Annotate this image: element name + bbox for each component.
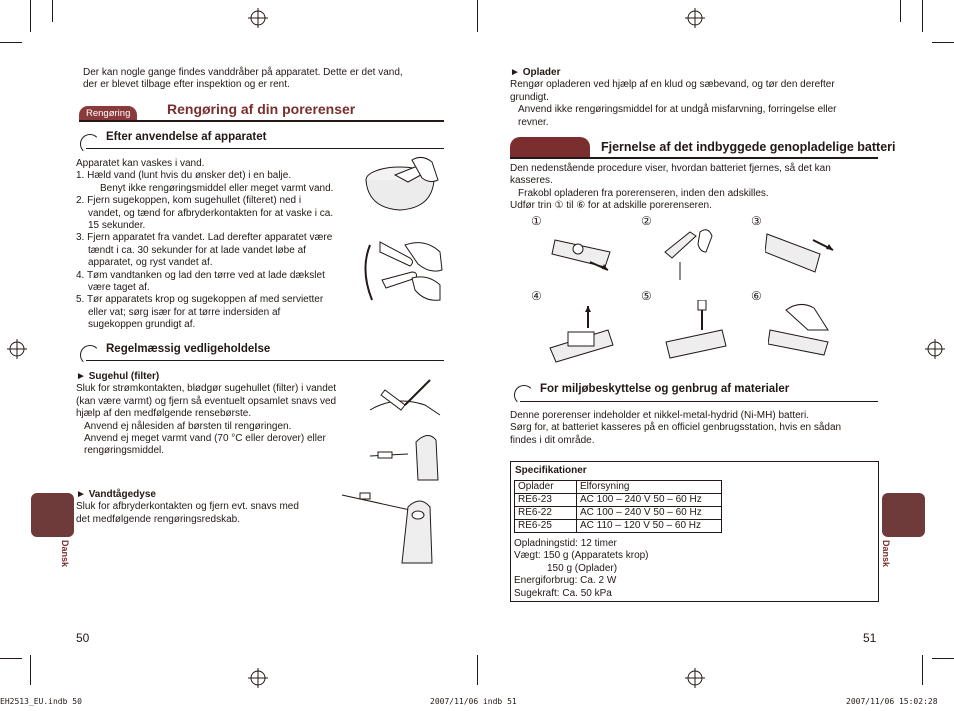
table-cell: AC 100 – 240 V 50 – 60 Hz (577, 494, 722, 507)
spec-details (514, 538, 649, 600)
table-header: Oplader (515, 481, 577, 494)
body-line: tændt i ca. 30 sekunder for at lade vandet løbe af (88, 244, 306, 256)
table-cell: AC 110 – 120 V 50 – 60 Hz (577, 520, 722, 533)
spec-line: Vægt: 150 g (Apparatets krop) (514, 550, 649, 562)
body-line: Frakobl opladeren fra porerenseren, inden den adskilles. (518, 187, 769, 199)
table-cell: RE6-23 (515, 494, 577, 507)
nozzle-illustration (340, 485, 445, 565)
filter-section (76, 371, 336, 458)
footer-left: EH2513_EU.indb 50 (0, 697, 82, 706)
table-row (515, 481, 722, 494)
step-number: ⑤ (641, 289, 652, 303)
intro-line: der er blevet tilbage efter inspektion og er rent. (83, 79, 290, 91)
subheading-text: Vandtågedyse (88, 489, 156, 500)
body-line: vandet, og tænd for afbryderkontakten for at vaske i ca. (88, 207, 334, 219)
body-line: Sluk for strømkontakten, blødgør sugehullet (filter) i vandet (76, 383, 337, 395)
intro-text (83, 67, 403, 92)
nozzle-section (76, 489, 299, 526)
body-line: Sluk for afbryderkontakten og fjern evt. snavs med (76, 501, 299, 513)
body-line: 15 sekunder. (88, 220, 146, 232)
body-line: revner. (518, 116, 549, 128)
spec-line: Energiforbrug: Ca. 2 W (514, 575, 617, 587)
step3-illustration (765, 222, 845, 282)
subheading-text: Sugehul (filter) (88, 371, 160, 382)
step-number: ③ (751, 214, 762, 228)
spec-line: Sugekraft: Ca. 50 kPa (514, 587, 612, 599)
intro-line: Der kan nogle gange findes vanddråber på apparatet. Dette er det vand, (83, 67, 403, 78)
step-number: ① (531, 214, 542, 228)
basin-illustration (360, 150, 445, 220)
footer-mid: 2007/11/06 indb 51 (430, 697, 517, 706)
step-number: ② (641, 214, 652, 228)
body-line: Anvend ej meget varmt vand (70 °C eller derover) eller (84, 433, 326, 445)
body-line: være taget af. (88, 282, 150, 294)
side-tab-label: Dansk (60, 540, 70, 568)
battery-body (510, 163, 831, 213)
step2-illustration (660, 222, 740, 282)
side-tab-label: Dansk (881, 540, 891, 568)
body-line: (kan være varmt) og fjern så eventuelt opsamlet snavs ved (76, 395, 337, 407)
body-line: kasseres. (510, 175, 553, 187)
body-line: Anvend ikke rengøringsmiddel for at undgå misfarvning, forringelse eller (518, 104, 837, 116)
step-number: ④ (531, 289, 542, 303)
body-line: 3. Fjern apparatet fra vandet. Lad derefter apparatet være (76, 232, 333, 244)
body-line: Sørg for, at batteriet kasseres på en officiel genbrugsstation, hvis en sådan (510, 422, 842, 434)
body-line: 1. Hæld vand (lunt hvis du ønsker det) i en balje. (76, 170, 292, 182)
body-line: findes i dit område. (510, 434, 595, 446)
brush-filter-illustration (365, 370, 445, 420)
step1-illustration (550, 222, 630, 282)
body-line: 5. Tør apparatets krop og sugekoppen af med servietter (76, 294, 324, 306)
spec-title: Specifikationer (515, 465, 587, 476)
footer-right: 2007/11/06 15:02:28 (846, 697, 938, 706)
section1-body (76, 158, 333, 332)
table-row (515, 494, 722, 507)
table-cell: RE6-25 (515, 520, 577, 533)
table-row (515, 507, 722, 520)
step6-illustration (768, 300, 848, 370)
page-number: 50 (76, 631, 90, 645)
spec-line: 150 g (Oplader) (547, 562, 618, 574)
shaking-illustration (360, 230, 445, 310)
body-line: 4. Tøm vandtanken og lad den tørre ved at lade dækslet (76, 269, 325, 281)
body-line: Apparatet kan vaskes i vand. (76, 158, 205, 169)
section-tab: Rengøring (79, 106, 137, 120)
step4-illustration (548, 300, 628, 370)
body-line: Den nedenstående procedure viser, hvordan batteriet fjernes, så det kan (510, 163, 831, 174)
page-title: Rengøring af din porerenser (167, 101, 356, 117)
spec-line: Opladningstid: 12 timer (514, 538, 617, 549)
charger-section (510, 67, 837, 129)
side-tab (31, 493, 74, 537)
body-line: Udfør trin ① til ⑥ for at adskille porerenseren. (510, 200, 712, 212)
subheading: ► Vandtågedyse (76, 489, 156, 500)
body-line: hjælp af den medfølgende rensebørste. (76, 408, 252, 420)
body-line: grundigt. (510, 91, 549, 103)
heading-tab (510, 137, 590, 157)
body-line: det medfølgende rengøringsredskab. (76, 513, 240, 525)
spec-table (514, 480, 722, 533)
brush-tool-illustration (368, 428, 443, 483)
table-header: Elforsyning (577, 481, 722, 494)
page-number: 51 (863, 631, 877, 645)
body-line: Benyt ikke rengøringsmiddel eller meget varmt vand. (100, 182, 334, 194)
body-line: sugekoppen grundigt af. (88, 319, 196, 331)
table-cell: RE6-22 (515, 507, 577, 520)
body-line: Anvend ej nålesiden af børsten til rengøringen. (84, 420, 292, 432)
table-row (515, 520, 722, 533)
table-cell: AC 100 – 240 V 50 – 60 Hz (577, 507, 722, 520)
section-heading: Regelmæssig vedligeholdelse (106, 343, 271, 355)
section-heading: Efter anvendelse af apparatet (106, 131, 267, 143)
body-line: Denne porerenser indeholder et nikkel-metal-hydrid (Ni-MH) batteri. (510, 410, 810, 421)
side-tab (882, 493, 925, 537)
battery-heading: Fjernelse af det indbyggede genopladelige batteri (601, 140, 896, 154)
body-line: apparatet, og ryst vandet af. (88, 257, 213, 269)
env-heading: For miljøbeskyttelse og genbrug af materialer (540, 383, 790, 395)
body-line: Rengør opladeren ved hjælp af en klud og sæbevand, og tør den derefter (510, 79, 835, 91)
body-line: rengøringsmiddel. (84, 445, 165, 457)
env-body (510, 410, 841, 447)
subheading: ► Oplader (510, 67, 561, 78)
body-line: 2. Fjern sugekoppen, kom sugehullet (filteret) ned i (76, 195, 302, 207)
subheading-text: Oplader (522, 67, 561, 78)
body-line: eller vat; sørg især for at tørre indersiden af (88, 306, 281, 318)
subheading: ► Sugehul (filter) (76, 371, 160, 382)
step-number: ⑥ (751, 289, 762, 303)
step5-illustration (662, 300, 742, 370)
